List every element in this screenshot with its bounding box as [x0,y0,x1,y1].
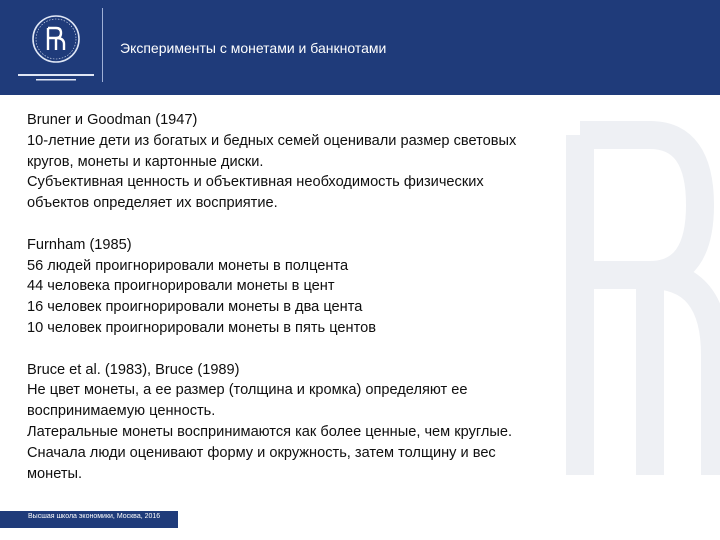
body-line: 44 человека проигнорировали монеты в цент [27,278,335,295]
body-line: 10-летние дети из богатых и бедных семей оценивали размер световых [27,132,517,149]
hse-logo [10,8,102,90]
header-bar [0,0,720,95]
body-line: 56 людей проигнорировали монеты в полцента [27,257,349,274]
footer-text: Высшая школа экономики, Москва, 2016 [28,513,161,520]
study-block-furnham [27,235,647,339]
body-line: монеты. [27,465,83,482]
study-heading: Furnham (1985) [27,236,132,253]
body-line: Не цвет монеты, а ее размер (толщина и кромка) определяют ее [27,382,468,399]
study-heading: Bruce et al. (1983), Bruce (1989) [27,361,240,378]
header-divider [102,8,103,82]
body-line: 16 человек проигнорировали монеты в два цента [27,299,363,316]
study-block-bruner [27,110,647,214]
body-line: объектов определяет их восприятие. [27,195,278,212]
body-line: кругов, монеты и картонные диски. [27,153,264,170]
body-line: воспринимаемую ценность. [27,403,216,420]
slide-title: Эксперименты с монетами и банкнотами [120,40,387,56]
body-line: Латеральные монеты воспринимаются как более ценные, чем круглые. [27,423,513,440]
body-line: Субъективная ценность и объективная необходимость физических [27,174,484,191]
study-block-bruce [27,360,647,485]
body-line: Сначала люди оценивают форму и окружность, затем толщину и вес [27,444,496,461]
study-heading: Bruner и Goodman (1947) [27,112,198,128]
body-line: 10 человек проигнорировали монеты в пять центов [27,319,376,336]
slide-body [27,110,647,505]
